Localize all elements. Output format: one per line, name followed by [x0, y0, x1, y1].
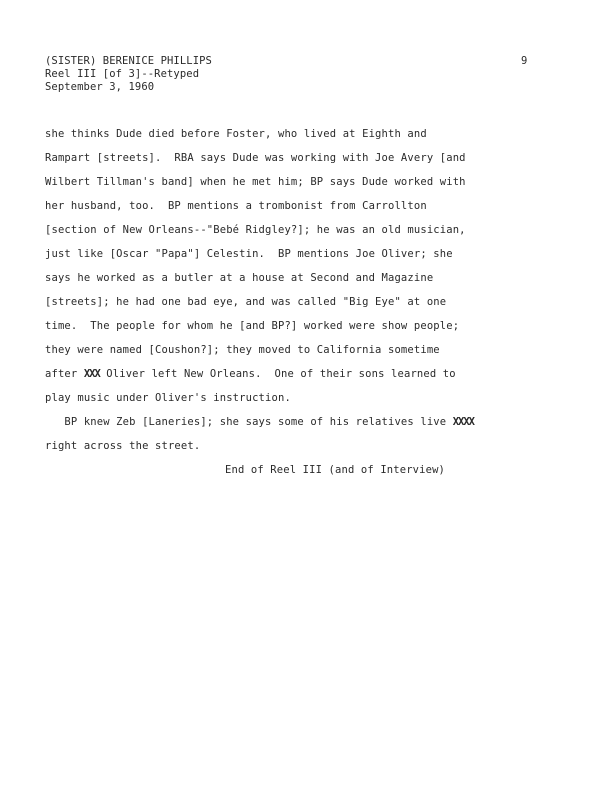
body-text: after	[45, 368, 84, 380]
header-interviewee: (SISTER) BERENICE PHILLIPS	[45, 55, 212, 67]
body-line: [streets]; he had one bad eye, and was called "Big Eye" at one	[45, 296, 447, 308]
body-line: her husband, too. BP mentions a trombonist from Carrollton	[45, 200, 427, 212]
body-line: she thinks Dude died before Foster, who lived at Eighth and	[45, 128, 427, 140]
body-line: right across the street.	[45, 440, 201, 452]
page-number: 9	[521, 55, 528, 67]
body-line: Rampart [streets]. RBA says Dude was working with Joe Avery [and	[45, 152, 466, 164]
body-line: time. The people for whom he [and BP?] worked were show people;	[45, 320, 460, 332]
body-text: Oliver left New Orleans. One of their sons learned to	[99, 368, 456, 380]
header-reel: Reel III [of 3]--Retyped	[45, 68, 200, 80]
header-date: September 3, 1960	[45, 81, 155, 93]
struck-out-text: XXX	[83, 368, 100, 380]
body-line: Wilbert Tillman's band] when he met him; BP says Dude worked with	[45, 176, 466, 188]
body-line: says he worked as a butler at a house at Second and Magazine	[45, 272, 434, 284]
body-line: [section of New Orleans--"Bebé Ridgley?]; he was an old musician,	[45, 224, 466, 236]
body-line: just like [Oscar "Papa"] Celestin. BP mentions Joe Oliver; she	[45, 248, 453, 260]
body-line	[45, 368, 456, 381]
body-line: they were named [Coushon?]; they moved to California sometime	[45, 344, 440, 356]
body-line: play music under Oliver's instruction.	[45, 392, 291, 404]
end-of-reel-note: End of Reel III (and of Interview)	[225, 464, 446, 476]
struck-out-text: XXXX	[452, 416, 475, 428]
body-line	[45, 416, 474, 429]
body-text: BP knew Zeb [Laneries]; she says some of his relatives live	[45, 416, 453, 428]
